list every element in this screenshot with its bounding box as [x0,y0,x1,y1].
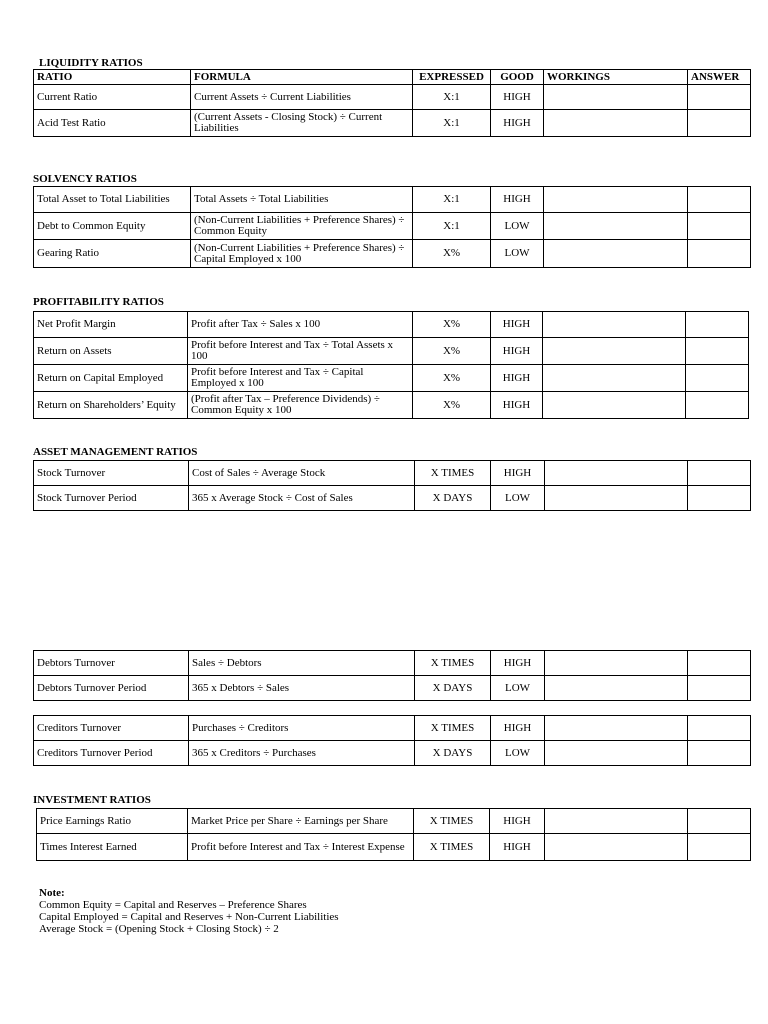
ratio-formula: Current Assets ÷ Current Liabilities [191,85,413,110]
answer-cell[interactable] [688,809,751,834]
ratio-expressed: X% [413,365,491,392]
debtors-ratios-table [33,650,751,701]
table-row [37,809,751,834]
ratio-formula: Profit before Interest and Tax ÷ Capital Employed x 100 [188,365,413,392]
ratio-name: Acid Test Ratio [34,110,191,137]
table-header-row [34,70,751,85]
answer-cell[interactable] [688,85,751,110]
ratio-formula: Profit after Tax ÷ Sales x 100 [188,312,413,338]
answer-cell[interactable] [686,312,749,338]
workings-cell[interactable] [543,312,686,338]
workings-cell[interactable] [543,392,686,419]
ratio-name: Total Asset to Total Liabilities [34,187,191,213]
ratio-name: Return on Assets [34,338,188,365]
ratio-name: Debtors Turnover [34,651,189,676]
ratio-expressed: X TIMES [415,461,491,486]
workings-cell[interactable] [543,338,686,365]
workings-cell[interactable] [544,240,688,268]
note-line: Capital Employed = Capital and Reserves + Non-Current Liabilities [39,911,339,923]
table-row [34,338,749,365]
workings-cell[interactable] [545,741,688,766]
workings-cell[interactable] [545,651,688,676]
asset-management-ratios-title: ASSET MANAGEMENT RATIOS [33,446,198,458]
table-row [34,392,749,419]
investment-ratios-table [36,808,751,861]
liquidity-ratios-title: LIQUIDITY RATIOS [39,57,143,69]
ratio-formula: Profit before Interest and Tax ÷ Interest Expense [188,834,414,861]
ratio-formula: Purchases ÷ Creditors [189,716,415,741]
ratio-name: Return on Shareholders’ Equity [34,392,188,419]
table-row [34,365,749,392]
ratio-formula: 365 x Debtors ÷ Sales [189,676,415,701]
ratio-name: Creditors Turnover [34,716,189,741]
workings-cell[interactable] [545,834,688,861]
workings-cell[interactable] [543,365,686,392]
ratio-good: LOW [491,676,545,701]
table-row [34,213,751,240]
ratio-name: Debt to Common Equity [34,213,191,240]
ratio-good: HIGH [491,110,544,137]
header-answer: ANSWER [688,70,751,85]
table-row [37,834,751,861]
answer-cell[interactable] [688,187,751,213]
note-block [39,887,339,935]
answer-cell[interactable] [688,461,751,486]
answer-cell[interactable] [686,338,749,365]
ratio-formula: Sales ÷ Debtors [189,651,415,676]
answer-cell[interactable] [688,834,751,861]
table-row [34,716,751,741]
ratio-expressed: X DAYS [415,486,491,511]
ratio-name: Price Earnings Ratio [37,809,188,834]
workings-cell[interactable] [544,110,688,137]
profitability-ratios-table [33,311,749,419]
table-row [34,312,749,338]
ratio-good: HIGH [491,651,545,676]
answer-cell[interactable] [688,240,751,268]
answer-cell[interactable] [686,392,749,419]
workings-cell[interactable] [545,461,688,486]
header-expressed: EXPRESSED [413,70,491,85]
answer-cell[interactable] [688,213,751,240]
ratio-good: LOW [491,240,544,268]
header-workings: WORKINGS [544,70,688,85]
ratio-expressed: X TIMES [415,651,491,676]
profitability-ratios-title: PROFITABILITY RATIOS [33,296,164,308]
workings-cell[interactable] [545,716,688,741]
ratio-formula: Profit before Interest and Tax ÷ Total Assets x 100 [188,338,413,365]
table-row [34,741,751,766]
note-line: Average Stock = (Opening Stock + Closing Stock) ÷ 2 [39,923,279,935]
liquidity-ratios-table [33,69,751,137]
answer-cell[interactable] [688,741,751,766]
ratio-good: HIGH [491,392,543,419]
ratio-name: Stock Turnover Period [34,486,189,511]
ratio-expressed: X:1 [413,85,491,110]
solvency-ratios-table [33,186,751,268]
workings-cell[interactable] [544,85,688,110]
table-row [34,85,751,110]
ratio-name: Stock Turnover [34,461,189,486]
ratio-name: Return on Capital Employed [34,365,188,392]
ratio-expressed: X TIMES [415,716,491,741]
workings-cell[interactable] [545,486,688,511]
ratio-good: HIGH [491,461,545,486]
ratio-formula: 365 x Average Stock ÷ Cost of Sales [189,486,415,511]
ratio-expressed: X:1 [413,110,491,137]
solvency-ratios-title: SOLVENCY RATIOS [33,173,137,185]
note-line: Common Equity = Capital and Reserves – Preference Shares [39,899,307,911]
answer-cell[interactable] [688,676,751,701]
ratio-formula: Total Assets ÷ Total Liabilities [191,187,413,213]
note-title: Note: [39,887,65,899]
ratio-name: Times Interest Earned [37,834,188,861]
ratio-good: HIGH [491,85,544,110]
header-good: GOOD [491,70,544,85]
ratio-expressed: X% [413,240,491,268]
creditors-ratios-table [33,715,751,766]
table-row [34,486,751,511]
answer-cell[interactable] [688,486,751,511]
ratio-good: HIGH [490,809,545,834]
ratio-name: Creditors Turnover Period [34,741,189,766]
table-row [34,110,751,137]
ratio-good: LOW [491,486,545,511]
ratio-expressed: X DAYS [415,676,491,701]
ratio-formula: (Non-Current Liabilities + Preference Shares) ÷ Common Equity [191,213,413,240]
ratio-name: Net Profit Margin [34,312,188,338]
workings-cell[interactable] [545,676,688,701]
table-row [34,187,751,213]
ratio-expressed: X TIMES [414,834,490,861]
investment-ratios-title: INVESTMENT RATIOS [33,794,151,806]
ratio-name: Gearing Ratio [34,240,191,268]
answer-cell[interactable] [686,365,749,392]
ratio-good: HIGH [491,338,543,365]
ratio-good: HIGH [490,834,545,861]
ratio-expressed: X% [413,338,491,365]
ratio-expressed: X% [413,312,491,338]
ratio-good: HIGH [491,187,544,213]
ratio-expressed: X:1 [413,187,491,213]
ratio-expressed: X TIMES [414,809,490,834]
ratio-expressed: X% [413,392,491,419]
ratio-formula: (Current Assets - Closing Stock) ÷ Current Liabilities [191,110,413,137]
ratio-good: HIGH [491,716,545,741]
answer-cell[interactable] [688,110,751,137]
ratio-formula: (Non-Current Liabilities + Preference Shares) ÷ Capital Employed x 100 [191,240,413,268]
ratio-formula: (Profit after Tax – Preference Dividends) ÷ Common Equity x 100 [188,392,413,419]
table-row [34,240,751,268]
header-formula: FORMULA [191,70,413,85]
ratio-name: Debtors Turnover Period [34,676,189,701]
ratio-good: HIGH [491,312,543,338]
answer-cell[interactable] [688,716,751,741]
ratio-good: HIGH [491,365,543,392]
asset-management-ratios-table [33,460,751,511]
workings-cell[interactable] [544,213,688,240]
table-row [34,651,751,676]
header-ratio: RATIO [34,70,191,85]
ratio-formula: Market Price per Share ÷ Earnings per Share [188,809,414,834]
ratio-formula: 365 x Creditors ÷ Purchases [189,741,415,766]
ratio-name: Current Ratio [34,85,191,110]
ratio-formula: Cost of Sales ÷ Average Stock [189,461,415,486]
ratio-expressed: X:1 [413,213,491,240]
ratio-good: LOW [491,741,545,766]
ratio-good: LOW [491,213,544,240]
table-row [34,676,751,701]
answer-cell[interactable] [688,651,751,676]
workings-cell[interactable] [544,187,688,213]
workings-cell[interactable] [545,809,688,834]
ratio-expressed: X DAYS [415,741,491,766]
table-row [34,461,751,486]
